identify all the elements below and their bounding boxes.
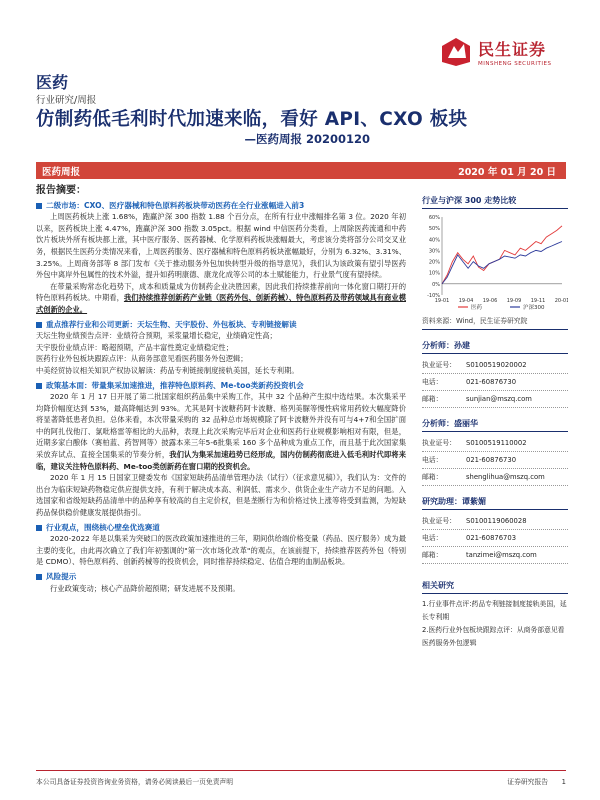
chart-heading: 行业与沪深 300 走势比较 <box>422 195 568 209</box>
y-tick-label: 40% <box>428 237 440 244</box>
paragraph-bold-text: 我们认为集采加速趋势已经形成，国内仿制药彻底进入低毛利时代即将来临，建议关注特色原料药、Me-too类创新药在窗口期的投资机会。 <box>36 450 407 471</box>
y-tick-label: 0% <box>432 281 440 288</box>
company-logo <box>440 36 551 68</box>
chart-source: 资料来源：Wind，民生证券研究院 <box>422 313 568 330</box>
bullet-square-icon <box>36 383 42 389</box>
footer-disclaimer: 本公司具备证券投资咨询业务资格，请务必阅读最后一页免责声明 <box>36 778 234 786</box>
related-link[interactable]: 2.医药行业外包板块跟踪点评：从商务部意见看医药服务外包逻辑 <box>422 626 565 647</box>
side-column <box>422 195 568 650</box>
paragraph-text: 在带量采购常态化趋势下，成本和质量成为仿制药企业决胜因素，因此我们持续推荐前向一体化窗口期打开的特色原料药板块。中期看， <box>36 281 406 303</box>
analyst-mail <box>422 391 568 408</box>
x-tick-label: 19-01 <box>434 298 450 304</box>
bullet-square-icon <box>36 574 42 580</box>
legend-label: 医药 <box>471 305 483 311</box>
paragraph <box>36 391 406 472</box>
bar-left-text: 医药周报 <box>42 167 81 178</box>
main-column <box>36 185 406 594</box>
logo-mark-icon <box>440 36 472 68</box>
list-item: 医药行业外包板块跟踪点评：从商务部意见看医药服务外包逻辑； <box>36 354 248 364</box>
kv-value: 021-60876703 <box>466 534 517 542</box>
kv-key: 邮箱： <box>422 551 443 559</box>
footer <box>36 770 566 786</box>
analyst-mail <box>422 469 568 486</box>
analyst-tel <box>422 530 568 547</box>
summary-title: 报告摘要： <box>36 185 86 196</box>
x-tick-label: 19-04 <box>458 298 474 304</box>
section-heading-text: 风险提示 <box>46 572 77 581</box>
bullet-square-icon <box>36 203 42 209</box>
y-tick-label: 20% <box>428 259 440 266</box>
y-tick-label: -10% <box>427 293 440 299</box>
section-heading-text: 二级市场：CXO、医疗器械和特色原料药板块带动医药在全行业涨幅进入前3 <box>46 200 305 210</box>
paragraph: 上周医药板块上涨 1.68%，跑赢沪深 300 指数 1.88 个百分点，在所有行业中涨幅排名第 3 位。2020 年初以来，医药板块上涨 4.47%，跑赢沪深 300 指数 3.05pct。根据 wind 中信医药分类看，上周除医药流通和中药饮片板块外所有板块都上涨，其中医疗服务、医药器械、化学原料药板块涨幅最大，考虑该分类将部分公司交叉业务，根据民生医药分类情况来看，上周医药服务、医疗器械和特色原料药板块涨幅最好，分别为 6.32%、3.31%、3.25%。上周商务部等 8 部门发布《关于推动服务外包加快转型升级的指导意见》，我们认为该政策有望引导医药外包中离岸外包属性的技术外溢，提升如药明康德、康龙化成等公司的本土赋能能力，行业景气度有望持续。 <box>36 212 406 280</box>
analyst-mail <box>422 547 568 564</box>
kv-value: S0100519110002 <box>466 439 527 447</box>
report-type: 行业研究/周报 <box>36 95 97 106</box>
analyst-heading: 分析师：盛丽华 <box>422 418 568 432</box>
trend-chart-svg <box>422 211 568 311</box>
series-line <box>442 242 562 284</box>
kv-value: 021-60876730 <box>466 378 517 386</box>
kv-key: 电话： <box>422 378 443 386</box>
analyst-tel <box>422 374 568 391</box>
sector-label: 医药 <box>36 73 69 92</box>
x-tick-label: 20-01 <box>554 298 568 304</box>
kv-key: 邮箱： <box>422 473 443 481</box>
section-heading <box>36 571 406 583</box>
section-heading <box>36 522 406 534</box>
related-heading: 相关研究 <box>422 580 568 594</box>
y-tick-label: 60% <box>428 215 440 221</box>
legend-label: 沪深300 <box>523 305 545 311</box>
kv-key: 执业证号： <box>422 517 456 525</box>
email-link[interactable]: sunjian@mszq.com <box>466 395 532 403</box>
logo-text-en: MINSHENG SECURITIES <box>478 61 552 67</box>
section-heading <box>36 200 406 212</box>
analyst-heading: 研究助理：谭紫媚 <box>422 496 568 510</box>
report-title: 仿制药低毛利时代加速来临，看好 API、CXO 板块 <box>36 109 468 130</box>
paragraph <box>36 281 406 316</box>
footer-page: 证券研究报告 1 <box>507 778 566 786</box>
kv-key: 执业证号： <box>422 361 456 369</box>
kv-key: 邮箱： <box>422 395 443 403</box>
report-date: 2020 年 01 月 20 日 <box>458 167 556 178</box>
kv-key: 电话： <box>422 534 443 542</box>
x-tick-label: 19-06 <box>482 298 498 304</box>
y-tick-label: 30% <box>428 248 440 255</box>
analyst-tel <box>422 452 568 469</box>
y-tick-label: 10% <box>428 270 440 277</box>
paragraph: 行业政策变动；核心产品降价超预期；研发进展不及预期。 <box>50 583 240 593</box>
logo-text-cn: 民生证券 <box>478 40 547 59</box>
x-tick-label: 19-09 <box>506 298 522 304</box>
analyst-cert <box>422 435 568 452</box>
section-heading-text: 行业观点，围绕核心壁垒优选赛道 <box>46 522 160 532</box>
series-line <box>442 226 562 284</box>
paragraph: 2020 年 1 月 15 日国家卫健委发布《国家短缺药品清单管理办法（试行）（征求意见稿）》，我们认为：文件的出台为临床短缺药物稳定供应提供支持，有利于解决成本高、利润低、需求少、供货企业生产动力不足的问题。入选国家和省级短缺药品清单中的品种享有较高的自主定价权，但是垄断行为和价格过快上涨等将受到监测，为短缺药品保供稳价健康发展提供指引。 <box>36 473 406 518</box>
paragraph-bold-text: 我们持续推荐创新药产业链（医药外包、创新药械）、特色原料药及带药领域具有商业模式创新的企业。 <box>36 293 406 314</box>
section-heading-text: 政策基本面：带量集采加速推进，推荐特色原料药、Me-too类新药投资机会 <box>46 380 304 390</box>
paragraph-text: 2020 年 1 月 17 日开展了第二批国家组织药品集中采购工作，其中 32 个品种产生拟中选结果。本次集采平均降价幅度达到 53%，最高降幅达到 93%。尤其是阿卡波糖药阿卡波糖、格列美脲等慢性病常用药较大幅度降价将显著降低患者负担。总体来看，本次带量采购的 32 品种总市场规模除了阿卡波糖外并没有可与4+7和全国扩面中的阿扎伐他汀、氯吡格雷等相比的大品种，表现上此次采购完毕后对企业和医药行业规模影响相对有限，但是，近期多家白酿体（赛柏蓝、药智网等）披露本来三年5-6批集采 160 多个品种成为重点工作，而且基于此次国家集采放弃试点、直接全国集采的节奏分析， <box>36 392 406 460</box>
list-item: 中美经贸协议相关知识产权协议解读：药品专利链接制度接轨美国，延长专利期。 <box>36 365 299 375</box>
bullet-square-icon <box>36 322 42 328</box>
section-heading-text: 重点推荐行业和公司更新：天坛生物、天宇股份、外包板块、专利链接解读 <box>46 319 297 329</box>
kv-value: S0100519020002 <box>466 361 527 369</box>
related-link[interactable]: 1.行业事件点评:药品专利链接制度接轨美国，延长专利期 <box>422 600 567 621</box>
kv-value: 021-60876730 <box>466 456 517 464</box>
y-tick-label: 50% <box>428 226 440 233</box>
kv-key: 执业证号： <box>422 439 456 447</box>
list-item: 天坛生物业绩预告点评：业绩符合预期，采浆量增长稳定，业绩确定性高； <box>36 331 277 341</box>
email-link[interactable]: shenglihua@mszq.com <box>466 473 545 481</box>
analyst-heading: 分析师：孙建 <box>422 340 568 354</box>
analyst-cert <box>422 513 568 530</box>
bullet-square-icon <box>36 525 42 531</box>
header-bar <box>36 162 566 179</box>
trend-chart <box>422 211 568 311</box>
email-link[interactable]: tanzimei@mszq.com <box>466 551 537 559</box>
kv-value: S0100119060028 <box>466 517 527 525</box>
report-subtitle: —医药周报 20200120 <box>244 132 370 146</box>
analyst-cert <box>422 357 568 374</box>
x-tick-label: 19-11 <box>530 298 546 304</box>
paragraph: 2020-2022 年是以集采为突破口的医改政策加速推进的三年，期间供给端价格变量（药品、医疗服务）成为最主要的变化，由此再次确立了我们年初强调的"第一次市场化改革"的观点，在该前提下，持续推荐医药外包（特别是 CDMO）、特色原料药、创新药械等的投资机会，同时推荐持续稳定、估值合理的血制品板块。 <box>36 534 406 567</box>
section-heading <box>36 319 406 331</box>
section-heading <box>36 380 406 392</box>
list-item: 天宇股份业绩点评：略超预期，产品丰富性奠定业绩稳定性； <box>36 342 234 352</box>
kv-key: 电话： <box>422 456 443 464</box>
